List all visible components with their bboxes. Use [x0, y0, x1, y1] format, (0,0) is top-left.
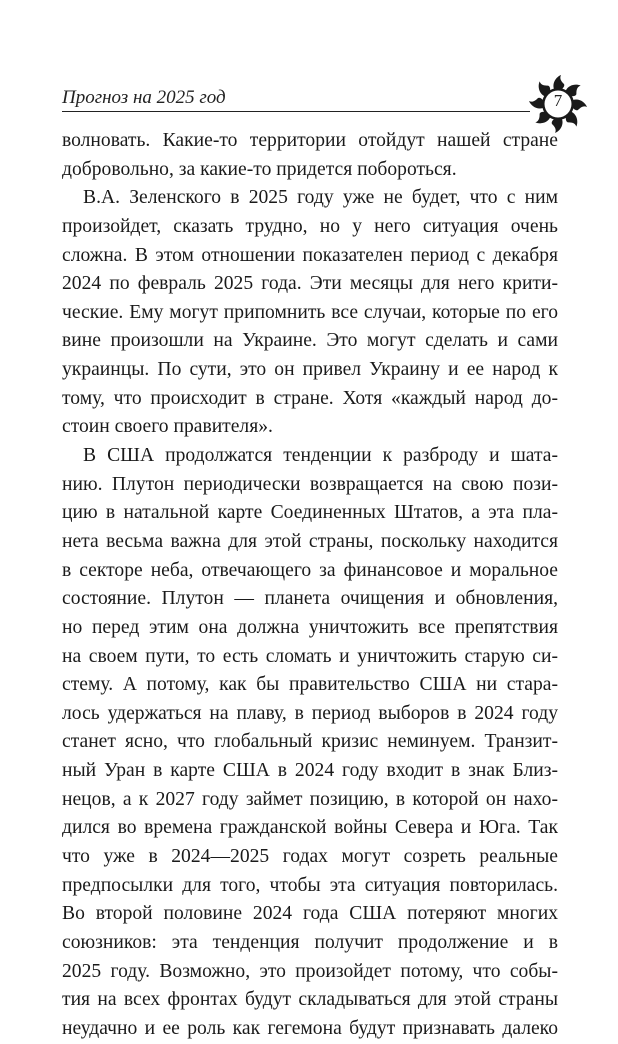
text-line: стоин своего правителя».	[62, 416, 273, 438]
text-line: нию. Плутон периодически возвращается на свою пози-	[62, 473, 558, 495]
text-line: на своем пути, то есть сломать и уничтожить старую си-	[62, 645, 558, 667]
paragraph	[62, 127, 558, 184]
header-rule	[62, 111, 530, 112]
text-line: лось удержаться на плаву, в период выборов в 2024 году	[62, 702, 558, 724]
text-line: нета весьма важна для этой страны, поскольку находится	[62, 530, 558, 552]
text-line: но перед этим она должна уничтожить все препятствия	[62, 616, 558, 638]
text-line: нецов, а к 2027 году займет позицию, в которой он нахо-	[62, 788, 558, 810]
text-line: вине произошли на Украине. Это могут сделать и сами	[62, 330, 558, 352]
text-line: 2024 по февраль 2025 года. Эти месяцы для него крити-	[62, 273, 558, 295]
text-line: предпосылки для того, чтобы эта ситуация повторилась.	[62, 874, 558, 896]
text-line: тому, что происходит в стране. Хотя «каждый народ до-	[62, 387, 558, 409]
text-line: Во второй половине 2024 года США потеряют многих	[62, 903, 558, 925]
text-line: цию в натальной карте Соединенных Штатов, а эта пла-	[62, 502, 558, 524]
text-line: тия на всех фронтах будут складываться для этой страны	[62, 989, 558, 1011]
text-line: неудачно и ее роль как гегемона будут признавать далеко	[62, 1017, 558, 1039]
text-line: 2025 году. Возможно, это произойдет потому, что собы-	[62, 960, 558, 982]
text-line: состояние. Плутон — планета очищения и обновления,	[62, 588, 558, 610]
paragraph	[62, 184, 558, 442]
text-line: В.А. Зеленского в 2025 году уже не будет, что с ним	[83, 187, 558, 209]
text-line: союзников: эта тенденция получит продолжение и в	[62, 931, 558, 953]
text-line: произойдет, сказать трудно, но у него ситуация очень	[62, 215, 558, 237]
text-line: что уже в 2024—2025 годах могут созреть реальные	[62, 846, 558, 868]
text-line: стему. А потому, как бы правительство США ни стара-	[62, 674, 558, 696]
text-line: В США продолжатся тенденции к разброду и шата-	[83, 445, 558, 467]
text-line: сложна. В этом отношении показателен период с декабря	[62, 244, 558, 266]
page-header	[62, 84, 562, 112]
text-line: в секторе неба, отвечающего за финансовое и моральное	[62, 559, 558, 581]
page-number: 7	[553, 91, 563, 110]
running-title: Прогноз на 2025 год	[62, 87, 226, 108]
paragraph	[62, 442, 558, 1043]
text-line: украинцы. По сути, это он привел Украину и ее народ к	[62, 359, 558, 381]
text-line: дился во времена гражданской войны Севера и Юга. Так	[62, 817, 558, 839]
text-line: ный Уран в карте США в 2024 году входит в знак Близ-	[62, 760, 558, 782]
body-text	[62, 127, 558, 1044]
text-line: ческие. Ему могут припомнить все случаи, которые по его	[62, 301, 558, 323]
text-line: добровольно, за какие-то придется побороться.	[62, 158, 457, 180]
text-line: станет ясно, что глобальный кризис неминуем. Транзит-	[62, 731, 558, 753]
text-line: волновать. Какие-то территории отойдут нашей стране	[62, 130, 558, 151]
